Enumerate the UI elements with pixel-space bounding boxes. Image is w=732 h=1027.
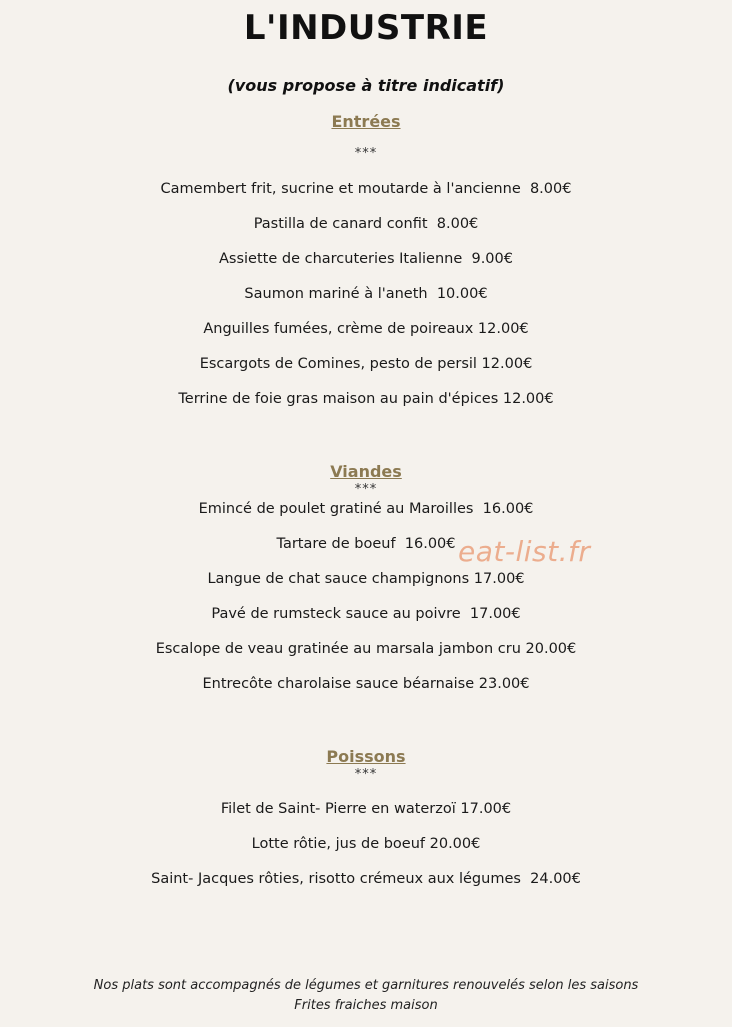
menu-item: Lotte rôtie, jus de boeuf 20.00€ (251, 836, 481, 852)
menu-item: Emincé de poulet gratiné au Maroilles 16.00€ (198, 501, 534, 517)
menu-item: Pavé de rumsteck sauce au poivre 17.00€ (211, 606, 521, 622)
section-heading-viandes: Viandes (330, 462, 402, 481)
section-heading-entrees: Entrées (331, 112, 401, 131)
menu-item: Saumon mariné à l'aneth 10.00€ (244, 286, 488, 302)
menu-item: Entrecôte charolaise sauce béarnaise 23.00€ (202, 676, 530, 692)
restaurant-title: L'INDUSTRIE (243, 8, 489, 48)
menu-subtitle: (vous propose à titre indicatif) (227, 76, 505, 95)
menu-item: Camembert frit, sucrine et moutarde à l'ancienne 8.00€ (160, 181, 572, 197)
menu-item: Terrine de foie gras maison au pain d'épices 12.00€ (178, 391, 554, 407)
menu-item: Tartare de boeuf 16.00€ (276, 536, 456, 552)
menu-item: Filet de Saint- Pierre en waterzoï 17.00€ (220, 801, 512, 817)
watermark: eat-list.fr (458, 535, 591, 568)
menu-item: Assiette de charcuteries Italienne 9.00€ (218, 251, 513, 267)
section-separator: *** (354, 482, 378, 497)
menu-item: Anguilles fumées, crème de poireaux 12.00€ (203, 321, 529, 337)
footer-note: Nos plats sont accompagnés de légumes et garnitures renouvelés selon les saisons (93, 978, 639, 993)
menu-item: Escalope de veau gratinée au marsala jambon cru 20.00€ (155, 641, 577, 657)
menu-item: Escargots de Comines, pesto de persil 12.00€ (199, 356, 533, 372)
section-heading-poissons: Poissons (326, 747, 406, 766)
footer-note-fries: Frites fraiches maison (294, 998, 438, 1013)
section-separator: *** (354, 767, 378, 782)
section-separator: *** (354, 146, 378, 161)
menu-item: Langue de chat sauce champignons 17.00€ (207, 571, 525, 587)
menu-item: Saint- Jacques rôties, risotto crémeux aux légumes 24.00€ (151, 871, 581, 887)
menu-item: Pastilla de canard confit 8.00€ (253, 216, 479, 232)
